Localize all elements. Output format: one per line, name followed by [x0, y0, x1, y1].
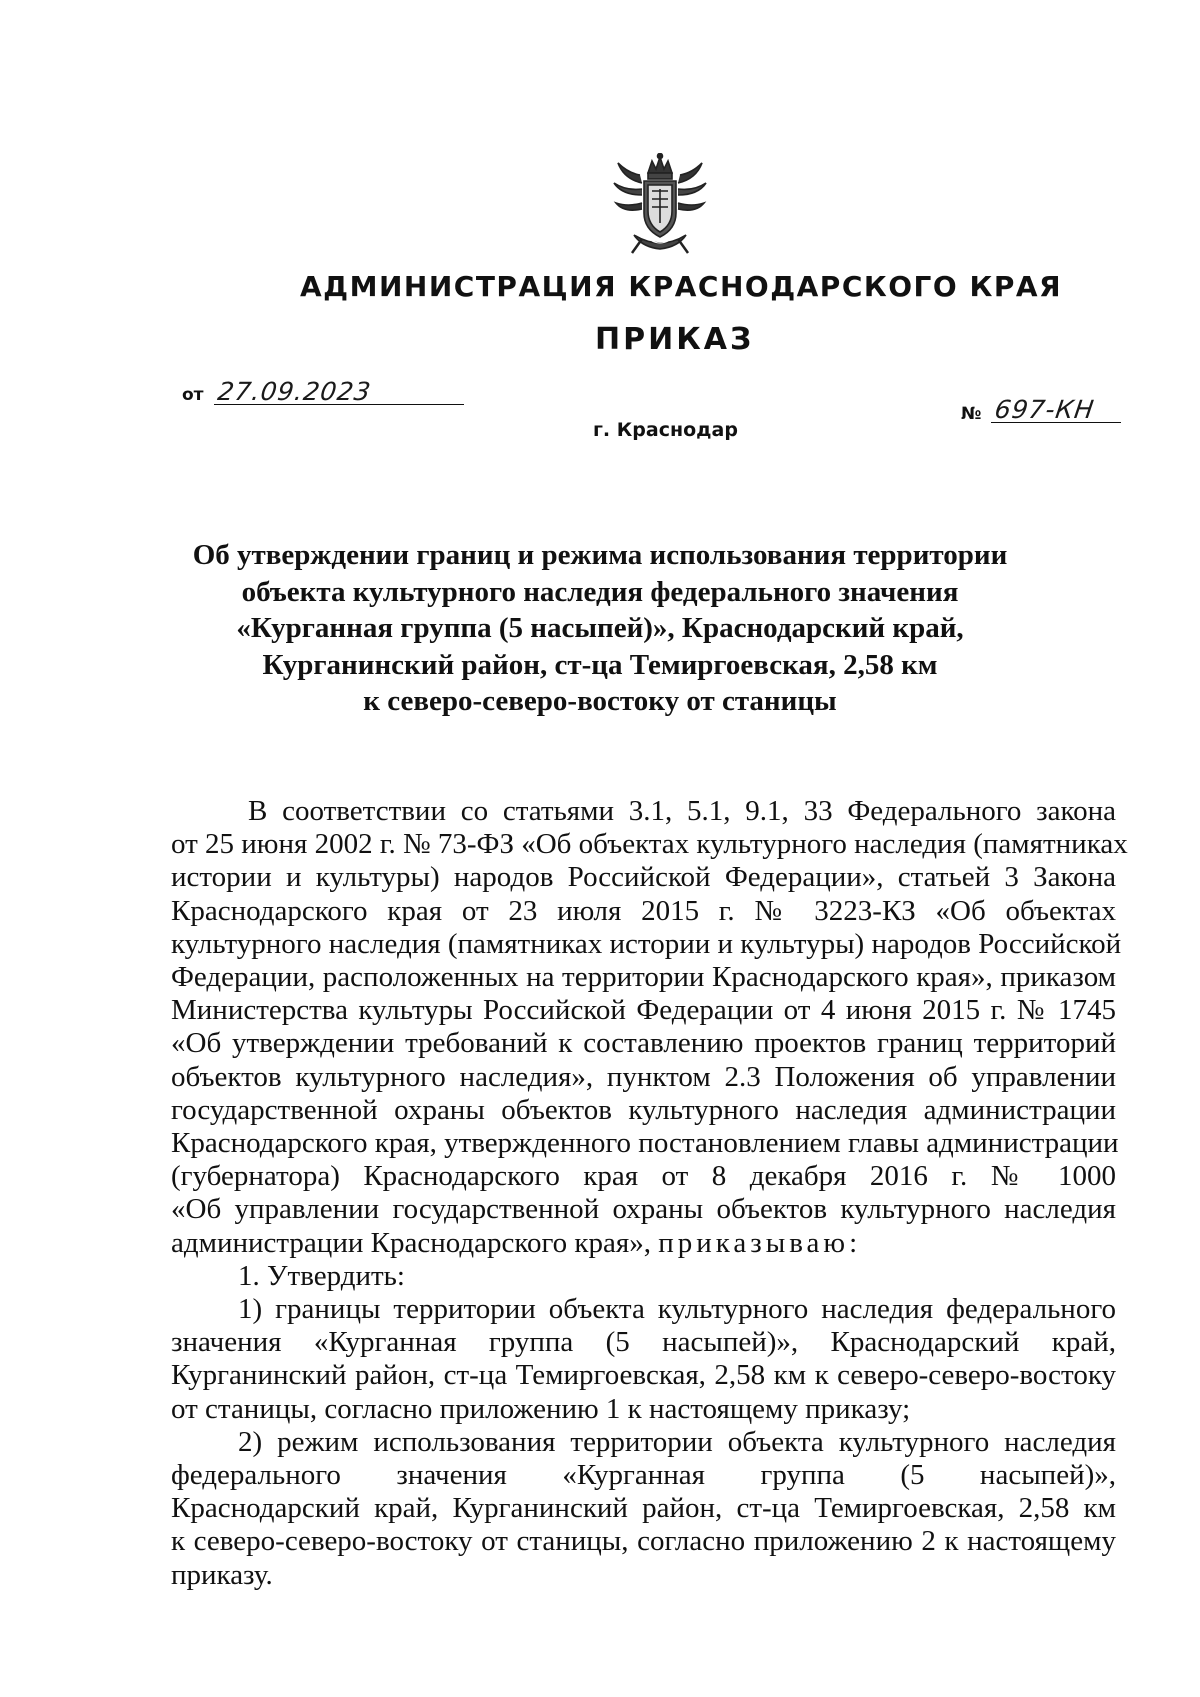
body-line: Краснодарского края, утвержденного постановлением главы администрации — [171, 1127, 1119, 1160]
date-label: от — [182, 385, 204, 405]
body-line: значения «Курганная группа (5 насыпей)», Краснодарский край, — [171, 1326, 1116, 1359]
coat-of-arms-icon — [612, 153, 708, 257]
body-line-text: администрации Краснодарского края», — [171, 1226, 651, 1259]
order-word: приказываю: — [658, 1226, 862, 1259]
body-line: 1) границы территории объекта культурного наследия федерального — [238, 1293, 1116, 1326]
organization-name: АДМИНИСТРАЦИЯ КРАСНОДАРСКОГО КРАЯ — [300, 270, 1063, 303]
body-line: 2) режим использования территории объекта культурного наследия — [238, 1425, 1116, 1458]
date-field — [214, 370, 464, 405]
number-label: № — [961, 404, 982, 424]
body-line: Курганинский район, ст-ца Темиргоевская, 2,58 км к северо-северо-востоку — [171, 1359, 1116, 1392]
body-line: «Об управлении государственной охраны объектов культурного наследия — [171, 1193, 1116, 1226]
body-line: Краснодарский край, Курганинский район, ст-ца Темиргоевская, 2,58 км — [171, 1492, 1116, 1525]
body-line: федерального значения «Курганная группа (5 насыпей)», — [171, 1459, 1116, 1492]
title-line: «Курганная группа (5 насыпей)», Краснодарский край, — [236, 612, 964, 645]
body-line — [171, 1227, 1116, 1260]
body-line: к северо-северо-востоку от станицы, согласно приложению 2 к настоящему — [171, 1525, 1116, 1558]
body-line: Министерства культуры Российской Федерации от 4 июня 2015 г. № 1745 — [171, 994, 1116, 1027]
body-line: (губернатора) Краснодарского края от 8 декабря 2016 г. № 1000 — [171, 1160, 1116, 1193]
body-line: Краснодарского края от 23 июля 2015 г. № 3223-КЗ «Об объектах — [171, 894, 1116, 927]
city: г. Краснодар — [593, 419, 738, 441]
document-body — [171, 795, 1128, 1592]
body-line: В соответствии со статьями 3.1, 5.1, 9.1, 33 Федерального закона — [248, 795, 1116, 827]
date-value: 27.09.2023 — [215, 377, 374, 406]
body-line: 1. Утвердить: — [238, 1259, 405, 1292]
number-field — [991, 392, 1121, 423]
body-line: приказу. — [171, 1558, 273, 1591]
body-line: Федерации, расположенных на территории Краснодарского края», приказом — [171, 961, 1116, 994]
title-line: объекта культурного наследия федерального значения — [241, 575, 959, 608]
title-line: Об утверждении границ и режима использования территории — [192, 539, 1008, 571]
body-line: культурного наследия (памятниках истории и культуры) народов Российской — [171, 927, 1122, 960]
document-type: ПРИКАЗ — [595, 322, 755, 357]
body-line: государственной охраны объектов культурного наследия администрации — [171, 1093, 1116, 1126]
title-line: Курганинский район, ст-ца Темиргоевская, 2,58 км — [262, 648, 938, 681]
body-line: «Об утверждении требований к составлению проектов границ территорий — [171, 1027, 1116, 1060]
body-line: истории и культуры) народов Российской Федерации», статьей 3 Закона — [171, 861, 1116, 894]
document-title — [160, 537, 1040, 720]
body-line: объектов культурного наследия», пунктом 2.3 Положения об управлении — [171, 1060, 1116, 1093]
body-line: от станицы, согласно приложению 1 к настоящему приказу; — [171, 1392, 911, 1425]
body-line: от 25 июня 2002 г. № 73-ФЗ «Об объектах культурного наследия (памятниках — [171, 828, 1128, 861]
number-value: 697-КН — [992, 395, 1097, 424]
title-line: к северо-северо-востоку от станицы — [363, 685, 837, 718]
